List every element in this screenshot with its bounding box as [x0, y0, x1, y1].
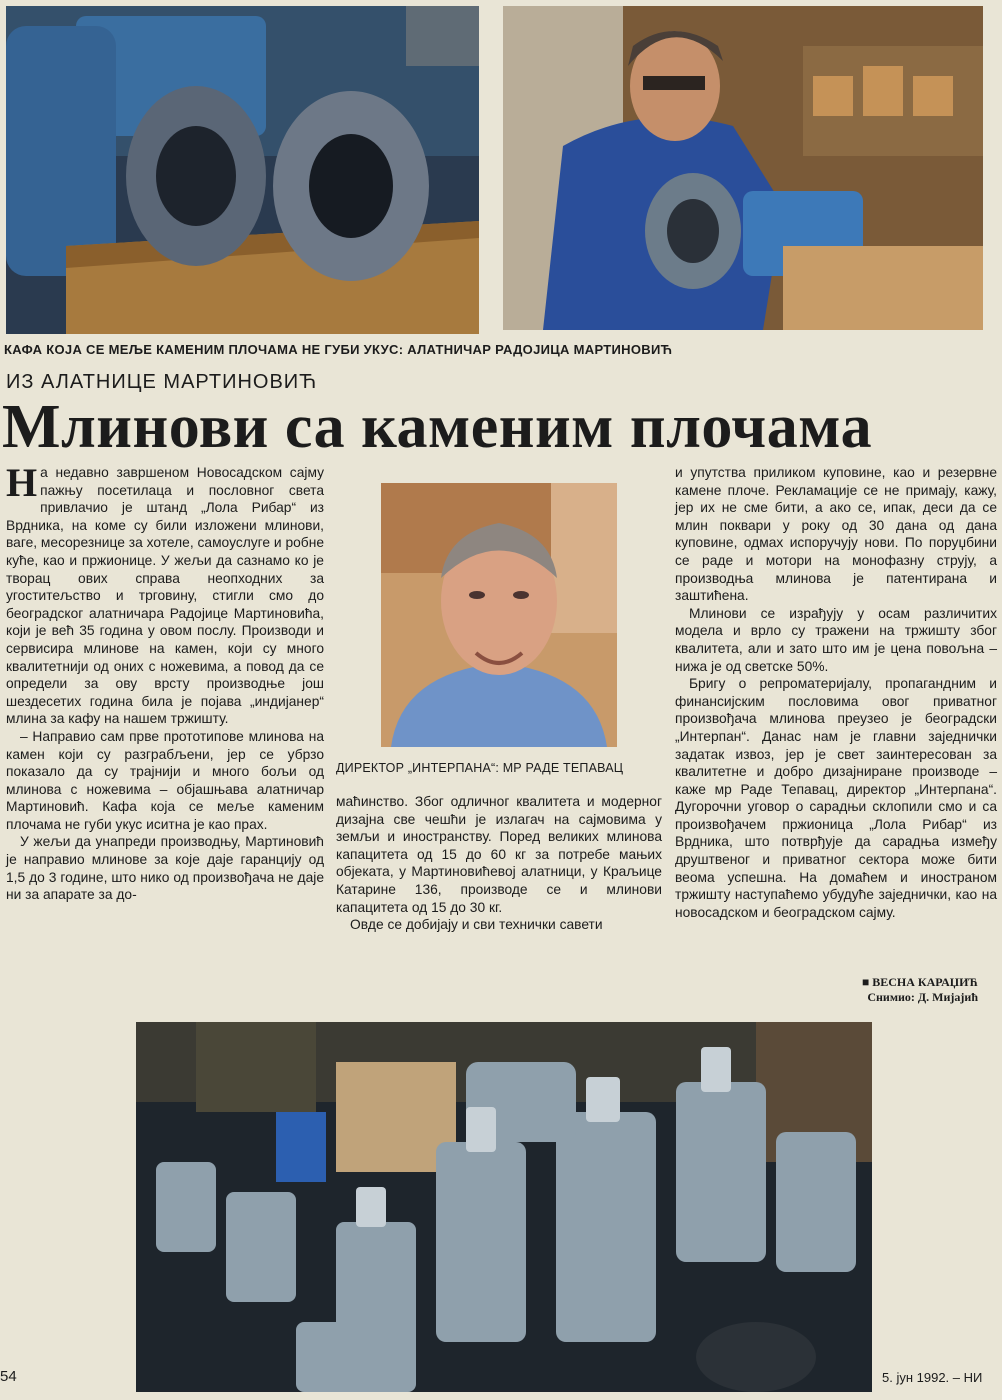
article-kicker: ИЗ АЛАТНИЦЕ МАРТИНОВИЋ [6, 371, 318, 393]
paragraph: и упутства приликом куповине, као и резервне камене плоче. Рекламације се не примају, кажу, јер их не сме бити, а ако се, ипак, деси да се млин поквари у року од 30 дана од дана куповине, одмах испоручују нови. По поруџбини се раде и мотори на монофазну струју, а производња млинова је патентирана и заштићена. [675, 465, 997, 604]
author: ■ ВЕСНА КАРАЏИЋ [861, 975, 978, 989]
issue-date: 5. јун 1992. – НИ [882, 1370, 983, 1385]
page-number: 54 [0, 1368, 17, 1385]
paragraph: На недавно завршеном Новосадском сајму пажњу посетилаца и пословног света привлачио је штанд „Лола Рибар“ из Врдника, на коме су били изложени млинови, ваге, месорезнице за хотеле, самоуслуге и робне куће, као и пржионице. У жељи да сазнамо ко је творац ових справа неопходних за угоститељство и трговину, стигли смо до београдског алатничара Радојице Мартиновића, који је већ 35 година у овом послу. Производи и сервисира млинове на камен, који су много квалитетнији од оних с ножевима, а повод да се определи за ову врсту производње још шездесетих година била је појава „индијанер“ млина за кафу на нашем тржишту. [6, 460, 324, 727]
article-column-3 [675, 464, 997, 921]
portrait-caption: ДИРЕКТОР „ИНТЕРПАНА“: МР РАДЕ ТЕПАВАЦ [336, 761, 624, 775]
photo-credit: Снимио: Д. Мијајић [867, 990, 978, 1004]
photo-portrait [381, 483, 617, 747]
article-headline: Млинови са каменим плочама [2, 393, 873, 461]
article-column-1 [6, 460, 324, 904]
photo-grinding-stones [6, 6, 479, 334]
photo-caption: КАФА КОЈА СЕ МЕЉЕ КАМЕНИМ ПЛОЧАМА НЕ ГУБИ УКУС: АЛАТНИЧАР РАДОЈИЦА МАРТИНОВИЋ [4, 342, 673, 357]
paragraph: Бригу о репроматеријалу, пропагандним и финансијским пословима овог приватног произвођача млинова преузео је београдски „Интерпан“. Данас нам је главни заједнички задатак извоз, јер је свет заинтересован за квалитетне и добро дизајниране производе – каже мр Раде Тепавац, директор „Интерпана“. Дугорочни уговор о сарадњи склопили смо и са произвођачем пржионица „Лола Рибар“ из Врдника, што потврђује да сарадња између друштвеног и приватног сектора може бити веома успешна. На домаћем и иностраном тржишту наступаћемо убудуће заједнички, као на новосадском и београдском сајму. [675, 676, 997, 920]
paragraph: Млинови се израђују у осам различитих модела и врло су тражени на тржишту због квалитета, али и зато што им је цена повољна – нижа је од светске 50%. [675, 605, 997, 674]
paragraph: Овде се добијају и сви технички савети [350, 917, 603, 933]
paragraph: – Направио сам прве прототипове млинова на камен који су разграбљени, јер се убрзо показало да су трајнији и много бољи од млинова с ножевима – објашњава алатничар Мартиновић. Кафа која се меље каменим плочама не губи укус иситна је као прах. [6, 728, 324, 832]
paragraph: маћинство. Због одличног квалитета и модерног дизајна све чешћи је излагач на сајмовима у земљи и иностранству. Поред великих млинова капацитета од 15 до 60 кг за потребе мањих објеката, у Мартиновићевој алатници, у Краљице Катарине 136, производе се и млинови капацитета од 15 до 30 кг. [336, 794, 662, 915]
photo-craftsman [503, 6, 983, 330]
dropcap: Н [6, 460, 38, 505]
byline [862, 975, 978, 1005]
article-column-2 [336, 793, 662, 934]
photo-workshop [136, 1022, 872, 1392]
paragraph: У жељи да унапреди производњу, Мартиновић је направио млинове за које даје гаранцију од 1,5 до 3 године, што нико од произвођача не даје ни за апарате за до- [6, 834, 324, 903]
